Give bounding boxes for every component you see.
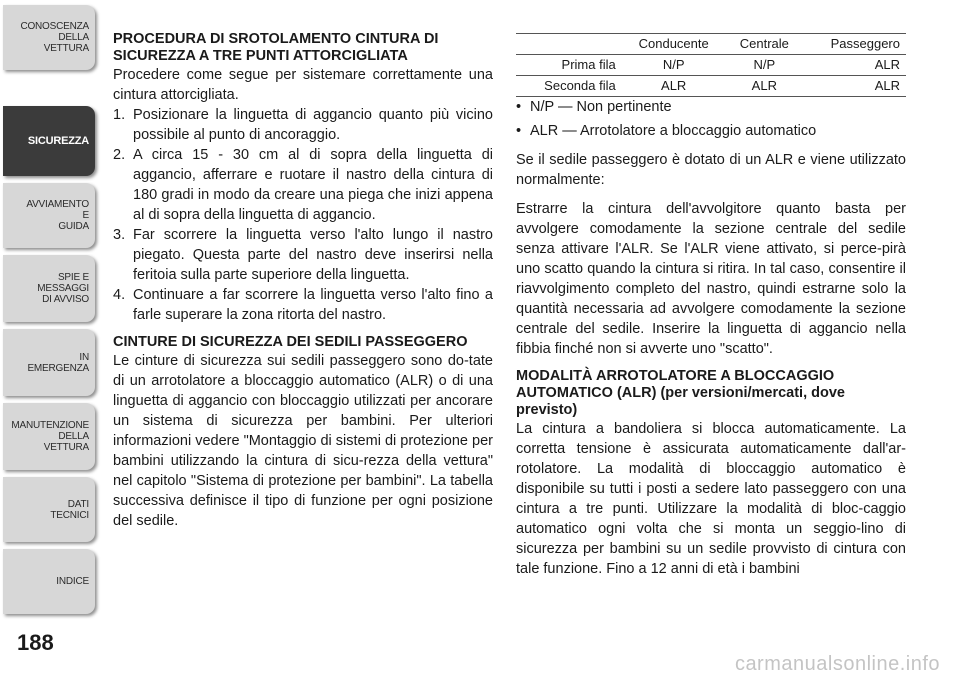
table-cell: Seconda fila bbox=[544, 78, 616, 93]
table-cell: ALR bbox=[661, 78, 687, 93]
alr-mode-paragraph: La cintura a bandoliera si blocca automaticamente. La corretta tensione è assicurata automaticamente dall'ar-rotolatore. La modalità di bloccaggio automatico è disponibile su tutti i posti a sedere lato passeggero con una cintura a tre punti. Utilizzare la modalità di bloc-caggio automatico ogni volta che si monta un seggio-lino di sicurezza per bambini su un sedile provvisto di cintura con tale funzione. Fino a 12 anni di età i bambini bbox=[516, 421, 906, 577]
tab-conoscenza-della-vettura[interactable]: CONOSCENZA DELLA VETTURA bbox=[3, 5, 95, 70]
table-row bbox=[516, 55, 906, 76]
table-header-row bbox=[516, 34, 906, 55]
tab-indice[interactable]: INDICE bbox=[3, 549, 95, 614]
intro-paragraph: Procedere come segue per sistemare correttamente una cintura attorcigliata. bbox=[113, 67, 493, 103]
heading-untwist-belt: PROCEDURA DI SROTOLAMENTO CINTURA DI SICUREZZA A TRE PUNTI ATTORCIGLIATA bbox=[113, 31, 439, 64]
heading-alr-mode: MODALITÀ ARROTOLATORE A BLOCCAGGIO AUTOMATICO (ALR) (per versioni/mercati, dove previsto) bbox=[516, 368, 845, 418]
alr-instructions-paragraph: Estrarre la cintura dell'avvolgitore quanto basta per avvolgere comodamente la sezione centrale del sedile senza attivare l'ALR. Se l'ALR viene attivato, si perce-pirà uno scatto quando la cintura si ritira. In tal caso, consentire il riavvolgimento completo del nastro, quindi estrarne solo la quantità necessaria ad avvolgere comodamente la sezione centrale del sedile. Inserire la linguetta di aggancio nella fibbia finché non si avverte uno "scatto". bbox=[516, 201, 906, 357]
table-header-cell: Centrale bbox=[739, 36, 789, 51]
list-item: • N/P — Non pertinente bbox=[516, 97, 906, 117]
table-cell: ALR bbox=[751, 78, 777, 93]
table-cell: Prima fila bbox=[561, 57, 616, 72]
steps-list bbox=[113, 105, 493, 325]
tab-dati-tecnici[interactable]: DATI TECNICI bbox=[3, 477, 95, 542]
table-cell: ALR bbox=[874, 57, 900, 72]
tab-manutenzione-della-vettura[interactable]: MANUTENZIONE DELLA VETTURA bbox=[3, 403, 95, 470]
tab-in-emergenza[interactable]: IN EMERGENZA bbox=[3, 329, 95, 396]
alr-usage-paragraph: Se il sedile passeggero è dotato di un ALR e viene utilizzato normalmente: bbox=[516, 152, 906, 188]
table-cell: N/P bbox=[753, 57, 776, 72]
list-item: 2. A circa 15 - 30 cm al di sopra della linguetta di aggancio, afferrare e ruotare il nastro della cintura di 180 gradi in modo da creare una piega che inizi appena al di sopra della linguetta di aggancio. bbox=[113, 147, 493, 223]
page-number: 188 bbox=[17, 630, 54, 655]
tab-sicurezza[interactable]: SICUREZZA bbox=[3, 106, 95, 176]
list-item: • ALR — Arrotolatore a bloccaggio automatico bbox=[516, 121, 906, 141]
list-item: 3. Far scorrere la linguetta verso l'alto lungo il nastro piegato. Questa parte del nastro deve inserirsi nella feritoia sulla parte superiore della linguetta. bbox=[113, 227, 493, 283]
list-item: 4. Continuare a far scorrere la linguetta verso l'alto fino a farle superare la zona ritorta del nastro. bbox=[113, 287, 493, 323]
passenger-belts-paragraph: Le cinture di sicurezza sui sedili passeggero sono do-tate di un arrotolatore a bloccaggio automatico (ALR) o di una linguetta di aggancio con bloccaggio utilizzati per ancorare un sistema di sicurezza per bambini. Per ulteriori informazioni vedere "Montaggio di sistemi di protezione per bambini utilizzando la cintura di sicu-rezza della vettura" nel capitolo "Sistema di protezione per bambini". La tabella successiva definisce il tipo di funzione per ogni posizione del sedile. bbox=[113, 353, 493, 529]
list-item: 1. Posizionare la linguetta di aggancio quanto più vicino possibile al punto di ancoraggio. bbox=[113, 107, 493, 143]
table-row bbox=[516, 76, 906, 97]
tab-avviamento-e-guida[interactable]: AVVIAMENTO E GUIDA bbox=[3, 183, 95, 248]
left-column bbox=[113, 31, 493, 531]
table-header-cell: Passeggero bbox=[830, 36, 900, 51]
seat-function-table bbox=[516, 33, 906, 97]
table-cell: N/P bbox=[662, 57, 685, 72]
watermark: carmanualsonline.info bbox=[734, 653, 940, 675]
tab-spie-e-messaggi[interactable]: SPIE E MESSAGGI DI AVVISO bbox=[3, 255, 95, 322]
table-cell: ALR bbox=[874, 78, 900, 93]
table-header-cell bbox=[516, 34, 622, 55]
table-header-cell: Conducente bbox=[638, 36, 709, 51]
chapter-sidebar bbox=[0, 0, 100, 678]
heading-passenger-belts: CINTURE DI SICUREZZA DEI SEDILI PASSEGGERO bbox=[113, 334, 468, 350]
legend-list bbox=[516, 97, 906, 141]
right-column bbox=[516, 33, 906, 579]
